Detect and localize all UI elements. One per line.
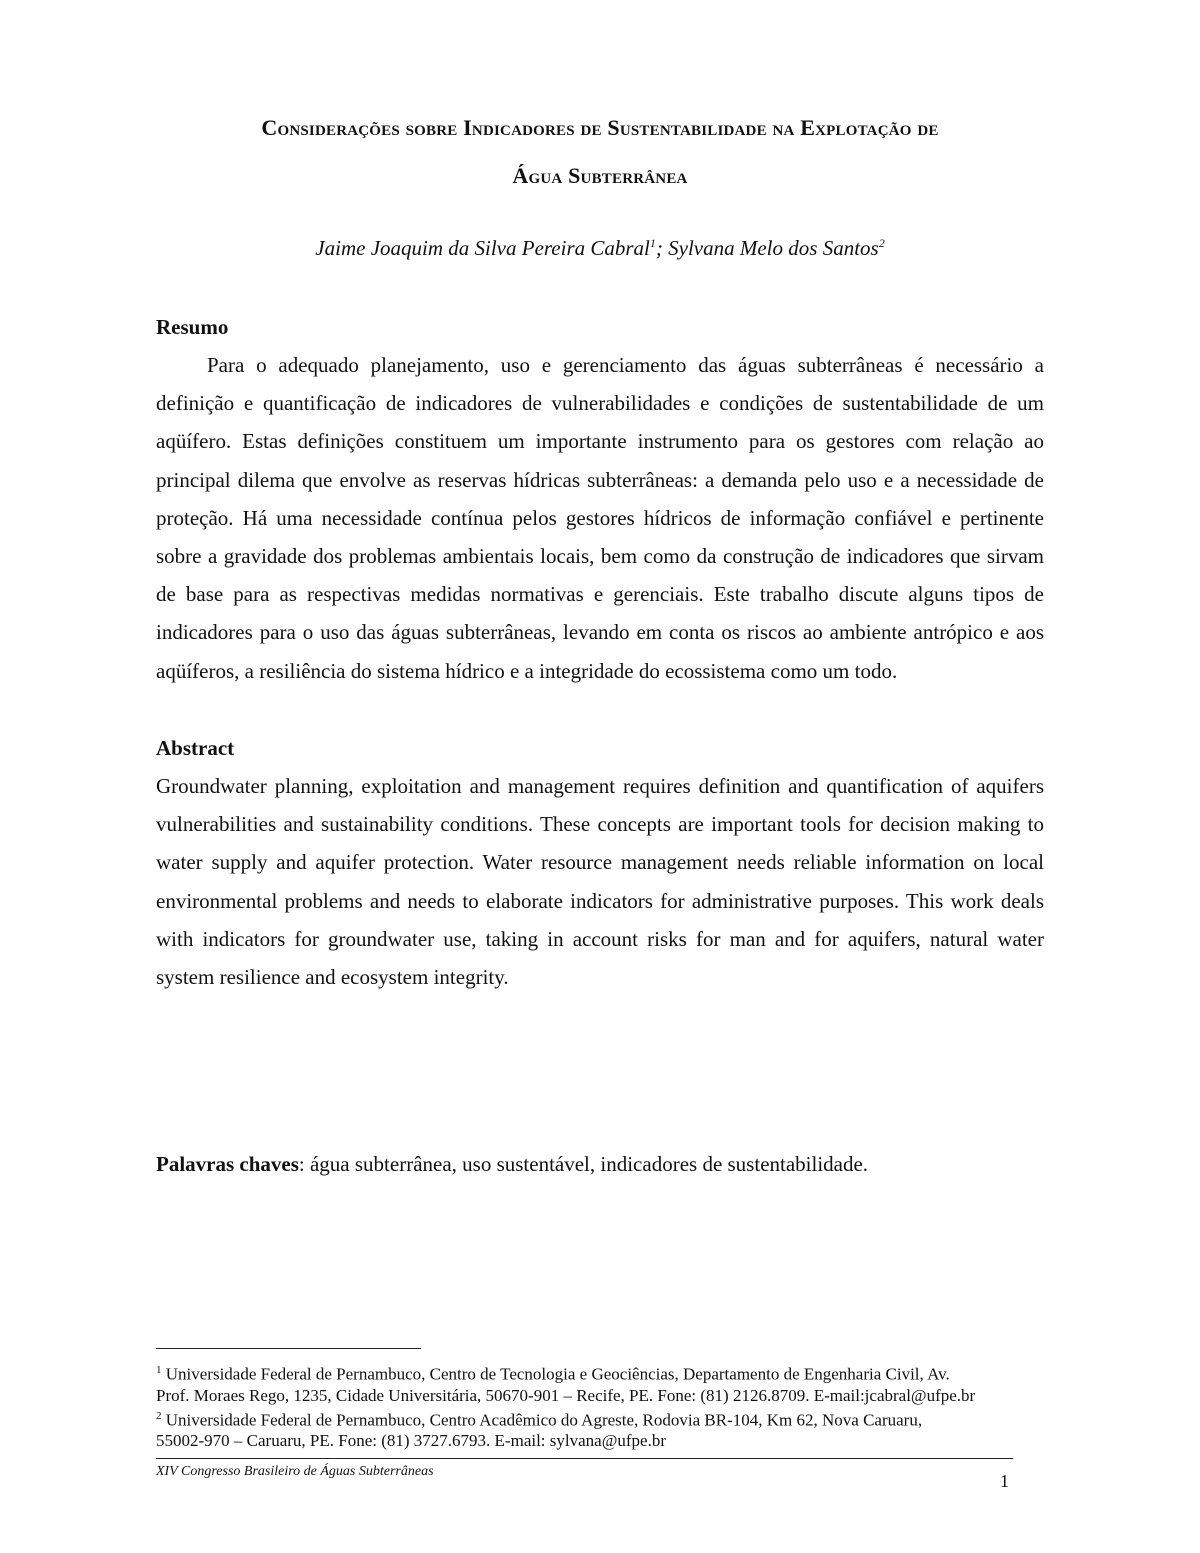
footer-conference: XIV Congresso Brasileiro de Águas Subterrâneas: [156, 1464, 434, 1479]
paper-title: [110, 104, 1090, 200]
keywords-list: : água subterrânea, uso sustentável, indicadores de sustentabilidade.: [298, 1152, 869, 1176]
author-1-affiliation-mark: 1: [649, 236, 656, 250]
resumo-text: Para o adequado planejamento, uso e gerenciamento das águas subterrâneas é necessário a definição e quantificação de indicadores de vulnerabilidades e condições de sustentabilidade de um aqüífero. Estas definições constituem um importante instrumento para os gestores com relação ao principal dilema que envolve as reservas hídricas subterrâneas: a demanda pelo uso e a necessidade de proteção. Há uma necessidade contínua pelos gestores hídricos de informação confiável e pertinente sobre a gravidade dos problemas ambientais locais, bem como da construção de indicadores que sirvam de base para as respectivas medidas normativas e gerenciais. Este trabalho discute alguns tipos de indicadores para o uso das águas subterrâneas, levando em conta os riscos ao ambiente antrópico e aos aqüíferos, a resiliência do sistema hídrico e a integridade do ecossistema como um todo.: [156, 353, 1044, 683]
footnote-2-mark: 2: [156, 1409, 162, 1422]
keywords: [156, 1152, 868, 1177]
resumo-heading: Resumo: [156, 315, 229, 339]
footnote-2: [156, 1406, 1056, 1452]
footer-rule: [156, 1458, 1013, 1459]
footnotes: [156, 1360, 1056, 1451]
abstract-text: Groundwater planning, exploitation and management requires definition and quantification of aquifers vulnerabilities and sustainability conditions. These concepts are important tools for decision making to water supply and aquifer protection. Water resource management needs reliable information on local environmental problems and needs to elaborate indicators for administrative purposes. This work deals with indicators for groundwater use, taking in account risks for man and for aquifers, natural water system resilience and ecosystem integrity.: [156, 774, 1044, 990]
page-number: 1: [1000, 1471, 1009, 1491]
footnote-separator: [156, 1348, 421, 1349]
paper-title-line-2: Água Subterrânea: [512, 163, 688, 188]
author-separator: ;: [655, 236, 669, 260]
footnote-1-line-1: Universidade Federal de Pernambuco, Centro de Tecnologia e Geociências, Departamento de Engenharia Civil, Av.: [161, 1364, 950, 1384]
footnote-2-line-1: Universidade Federal de Pernambuco, Centro Acadêmico do Agreste, Rodovia BR-104, Km 62, Nova Caruaru,: [161, 1410, 923, 1430]
author-2-name: Sylvana Melo dos Santos: [668, 236, 879, 260]
footnote-2-line-2: 55002-970 – Caruaru, PE. Fone: (81) 3727.6793. E-mail: sylvana@ufpe.br: [156, 1431, 666, 1451]
footnote-1: [156, 1360, 1056, 1406]
paper-title-line-1: Considerações sobre Indicadores de Sustentabilidade na Explotação de: [261, 115, 939, 140]
author-list: [0, 236, 1200, 261]
author-2-affiliation-mark: 2: [878, 236, 885, 250]
author-1-name: Jaime Joaquim da Silva Pereira Cabral: [315, 236, 650, 260]
abstract-heading: Abstract: [156, 736, 235, 760]
keywords-label: Palavras chaves: [156, 1152, 299, 1176]
footnote-1-line-2: Prof. Moraes Rego, 1235, Cidade Universitária, 50670-901 – Recife, PE. Fone: (81) 2126.8709. E-mail:jcabral@ufpe.br: [156, 1385, 976, 1405]
footnote-1-mark: 1: [156, 1364, 162, 1376]
